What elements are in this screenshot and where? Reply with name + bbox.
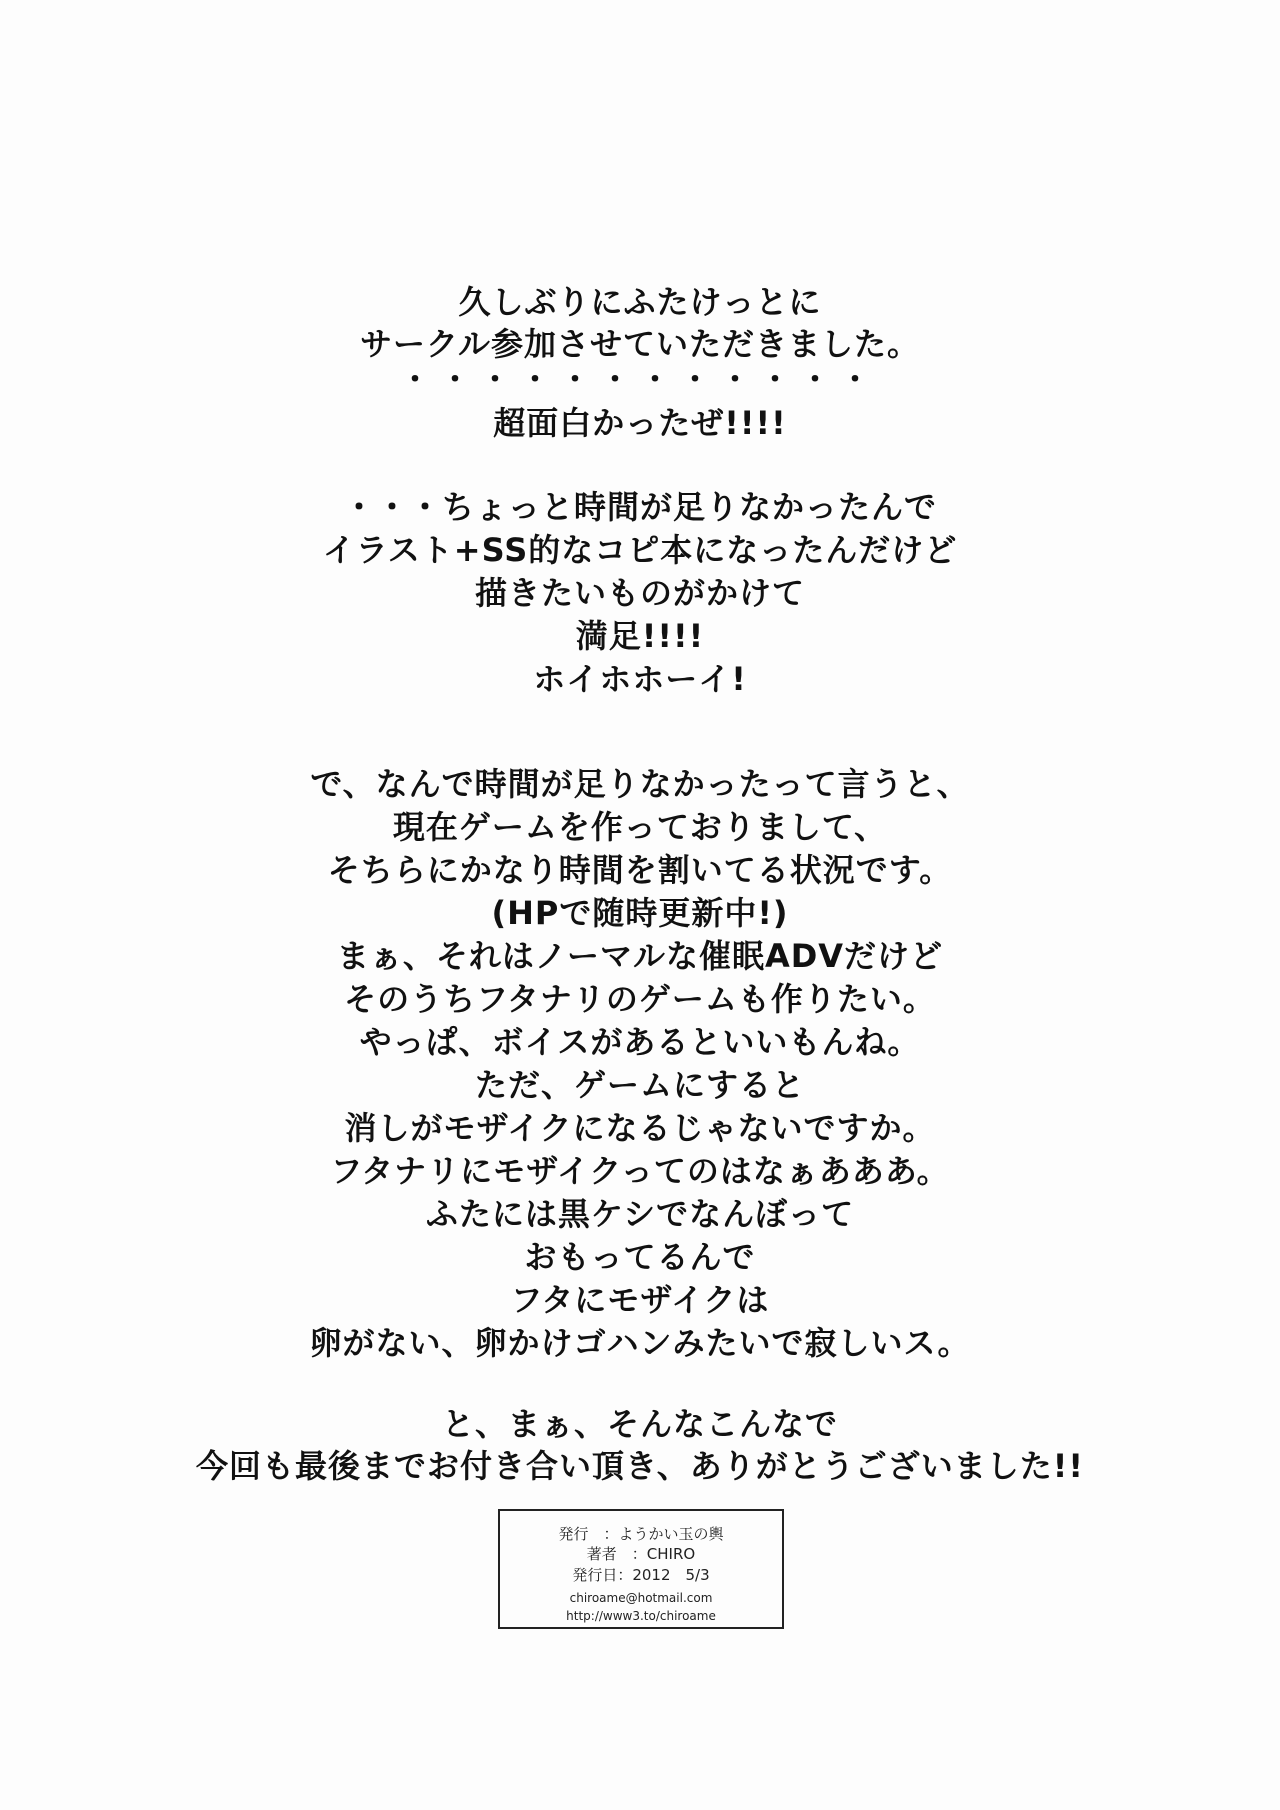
text-line: フタにモザイクは: [510, 1281, 770, 1319]
text-line: 久しぶりにふたけっとに: [458, 283, 822, 321]
text-line: ふたには黒ケシでなんぼって: [425, 1195, 855, 1233]
text-line: と、まぁ、そんなこんなで: [441, 1405, 838, 1443]
text-line: まぁ、それはノーマルな催眠ADVだけど: [336, 937, 944, 975]
text-line: 消しがモザイクになるじゃないですか。: [344, 1109, 936, 1147]
text-line: そのうちフタナリのゲームも作りたい。: [344, 980, 936, 1018]
text-line: サークル参加させていただきました。: [359, 325, 921, 363]
colophon-publisher: 発行 ：ようかい玉の輿: [558, 1525, 724, 1543]
text-line: 卵がない、卵かけゴハンみたいで寂しいス。: [309, 1324, 971, 1362]
text-line: で、なんで時間が足りなかったって言うと、: [310, 765, 970, 803]
text-line: イラスト+SS的なコピ本になったんだけど: [322, 531, 958, 569]
text-line: 満足!!!!: [575, 617, 705, 655]
text-line: ホイホホーイ!: [533, 660, 747, 698]
text-line: ただ、ゲームにすると: [474, 1066, 805, 1104]
text-line: (HPで随時更新中!): [491, 894, 789, 932]
text-line: おもってるんで: [524, 1238, 756, 1276]
text-line: そちらにかなり時間を割いてる状況です。: [327, 851, 953, 889]
text-line: ・・・ちょっと時間が足りなかったんで: [342, 488, 937, 526]
colophon-box: [498, 1509, 784, 1629]
text-line: 現在ゲームを作っておりまして、: [392, 808, 888, 846]
colophon-author: 著者 ：CHIRO: [586, 1545, 696, 1563]
colophon-url: http://www3.to/chiroame: [566, 1609, 716, 1623]
text-line: フタナリにモザイクってのはなぁあああ。: [330, 1152, 950, 1190]
colophon-date: 発行日：2012 5/3: [572, 1566, 710, 1584]
dot-separator: ・・・・・・・・・・・・: [400, 363, 880, 398]
text-line: やっぱ、ボイスがあるといいもんね。: [359, 1023, 921, 1061]
text-line: 今回も最後までお付き合い頂き、ありがとうございました!!: [196, 1447, 1084, 1485]
text-line: 描きたいものがかけて: [474, 574, 805, 612]
colophon-email: chiroame@hotmail.com: [569, 1591, 713, 1605]
text-line: 超面白かったぜ!!!!: [493, 404, 787, 442]
